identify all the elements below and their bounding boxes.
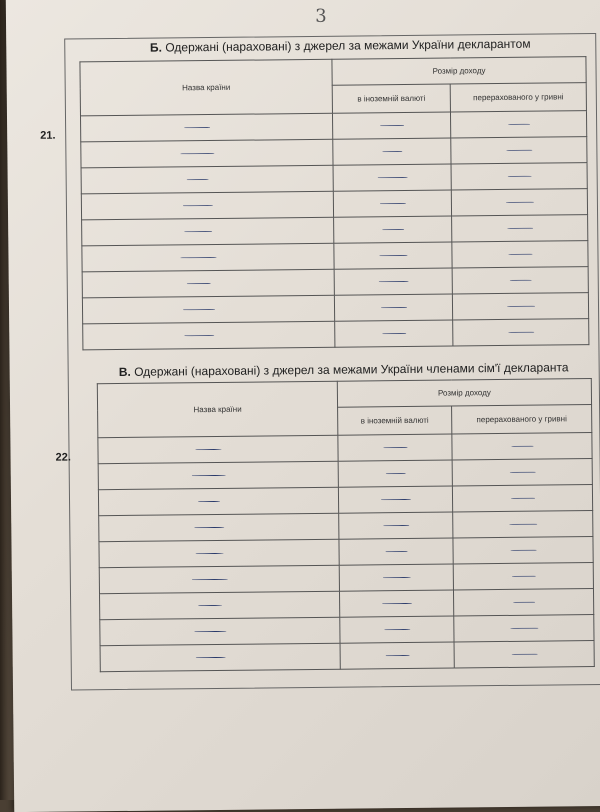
foreign-currency-cell: [333, 138, 451, 165]
converted-cell: [452, 293, 588, 320]
handwritten-dash: [511, 498, 535, 499]
foreign-currency-cell: [335, 320, 453, 347]
section-v-title-text: Одержані (нараховані) з джерел за межами України членами сім'ї декларанта: [134, 360, 569, 379]
section-v-table: [97, 378, 595, 672]
handwritten-dash: [198, 605, 222, 606]
handwritten-dash: [505, 202, 533, 203]
foreign-currency-cell: [339, 512, 453, 539]
handwritten-dash: [508, 254, 532, 255]
foreign-currency-cell: [340, 616, 454, 643]
converted-cell: [451, 137, 587, 164]
handwritten-dash: [186, 179, 208, 180]
handwritten-dash: [195, 449, 221, 450]
header-converted: перерахованого у гривні: [452, 405, 592, 434]
handwritten-dash: [507, 228, 533, 229]
handwritten-dash: [385, 551, 407, 552]
country-cell: [100, 617, 340, 646]
header-income-size: Розмір доходу: [332, 57, 586, 86]
country-cell: [82, 217, 334, 246]
converted-cell: [451, 189, 587, 216]
section-v-title: [109, 360, 579, 379]
handwritten-dash: [180, 257, 216, 258]
foreign-currency-cell: [339, 590, 453, 617]
converted-cell: [451, 163, 587, 190]
header-country: Назва країни: [80, 59, 333, 116]
handwritten-dash: [509, 524, 537, 525]
handwritten-dash: [184, 127, 210, 128]
handwritten-dash: [186, 283, 210, 284]
handwritten-dash: [198, 501, 220, 502]
handwritten-dash: [194, 631, 226, 632]
handwritten-dash: [384, 629, 410, 630]
handwritten-dash: [381, 499, 411, 500]
header-foreign-currency: в іноземній валюті: [332, 84, 450, 113]
table-row: [83, 319, 589, 350]
handwritten-dash: [509, 472, 535, 473]
handwritten-dash: [382, 603, 412, 604]
handwritten-dash: [183, 309, 215, 310]
handwritten-dash: [379, 255, 407, 256]
converted-cell: [453, 537, 593, 564]
handwritten-dash: [182, 205, 212, 206]
country-cell: [100, 643, 340, 672]
converted-cell: [453, 511, 593, 538]
handwritten-dash: [382, 333, 406, 334]
foreign-currency-cell: [333, 164, 451, 191]
handwritten-dash: [382, 229, 404, 230]
handwritten-dash: [383, 447, 407, 448]
country-cell: [99, 539, 339, 568]
converted-cell: [453, 589, 593, 616]
converted-cell: [452, 241, 588, 268]
foreign-currency-cell: [334, 268, 452, 295]
page-number: 3: [315, 5, 327, 27]
foreign-currency-cell: [338, 460, 452, 487]
handwritten-dash: [513, 602, 535, 603]
foreign-currency-cell: [334, 242, 452, 269]
country-cell: [82, 295, 334, 324]
section-b-row-number: 21.: [40, 129, 56, 142]
converted-cell: [453, 563, 593, 590]
handwritten-dash: [508, 124, 530, 125]
section-v-letter: В.: [118, 364, 131, 380]
converted-cell: [454, 641, 594, 668]
handwritten-dash: [509, 280, 531, 281]
converted-cell: [452, 215, 588, 242]
converted-cell: [452, 433, 592, 460]
handwritten-dash: [507, 176, 531, 177]
handwritten-dash: [194, 527, 224, 528]
foreign-currency-cell: [339, 564, 453, 591]
foreign-currency-cell: [339, 538, 453, 565]
converted-cell: [453, 319, 589, 346]
handwritten-dash: [184, 231, 212, 232]
foreign-currency-cell: [334, 294, 452, 321]
country-cell: [98, 461, 338, 490]
section-b-title: [105, 36, 575, 55]
handwritten-dash: [506, 150, 532, 151]
handwritten-dash: [379, 203, 405, 204]
header-country: Назва країни: [97, 381, 338, 438]
section-v-row-number: 22.: [55, 451, 71, 464]
handwritten-dash: [184, 335, 214, 336]
form-frame: [40, 33, 600, 691]
section-b-title-text: Одержані (нараховані) з джерел за межами України декларантом: [165, 36, 531, 55]
handwritten-dash: [511, 446, 533, 447]
table-row: [100, 641, 594, 672]
header-foreign-currency: в іноземній валюті: [338, 406, 452, 435]
foreign-currency-cell: [338, 486, 452, 513]
handwritten-dash: [195, 553, 223, 554]
converted-cell: [452, 485, 592, 512]
handwritten-dash: [510, 550, 536, 551]
section-b-table: [79, 56, 589, 350]
country-cell: [98, 435, 338, 464]
handwritten-dash: [511, 654, 537, 655]
document-page: [6, 0, 600, 812]
handwritten-dash: [382, 577, 410, 578]
header-converted: перерахованого у гривні: [450, 83, 586, 112]
country-cell: [81, 165, 333, 194]
handwritten-dash: [385, 655, 409, 656]
handwritten-dash: [511, 576, 535, 577]
converted-cell: [452, 459, 592, 486]
country-cell: [81, 139, 333, 168]
country-cell: [80, 113, 332, 142]
handwritten-dash: [191, 475, 225, 476]
handwritten-dash: [380, 125, 404, 126]
country-cell: [99, 513, 339, 542]
handwritten-dash: [381, 307, 407, 308]
handwritten-dash: [180, 153, 214, 154]
handwritten-dash: [382, 151, 402, 152]
country-cell: [81, 191, 333, 220]
handwritten-dash: [507, 306, 535, 307]
handwritten-dash: [377, 177, 407, 178]
section-b-letter: Б.: [149, 40, 163, 55]
handwritten-dash: [383, 525, 409, 526]
country-cell: [82, 243, 334, 272]
handwritten-dash: [378, 281, 408, 282]
foreign-currency-cell: [333, 190, 451, 217]
foreign-currency-cell: [334, 216, 452, 243]
foreign-currency-cell: [338, 434, 452, 461]
foreign-currency-cell: [332, 112, 450, 139]
handwritten-dash: [385, 473, 405, 474]
country-cell: [100, 591, 340, 620]
handwritten-dash: [510, 628, 538, 629]
converted-cell: [452, 267, 588, 294]
converted-cell: [454, 615, 594, 642]
header-income-size: Розмір доходу: [337, 379, 591, 408]
country-cell: [99, 565, 339, 594]
handwritten-dash: [508, 332, 534, 333]
foreign-currency-cell: [340, 642, 454, 669]
handwritten-dash: [195, 657, 225, 658]
country-cell: [98, 487, 338, 516]
converted-cell: [450, 111, 586, 138]
handwritten-dash: [191, 579, 227, 580]
country-cell: [83, 321, 335, 350]
country-cell: [82, 269, 334, 298]
